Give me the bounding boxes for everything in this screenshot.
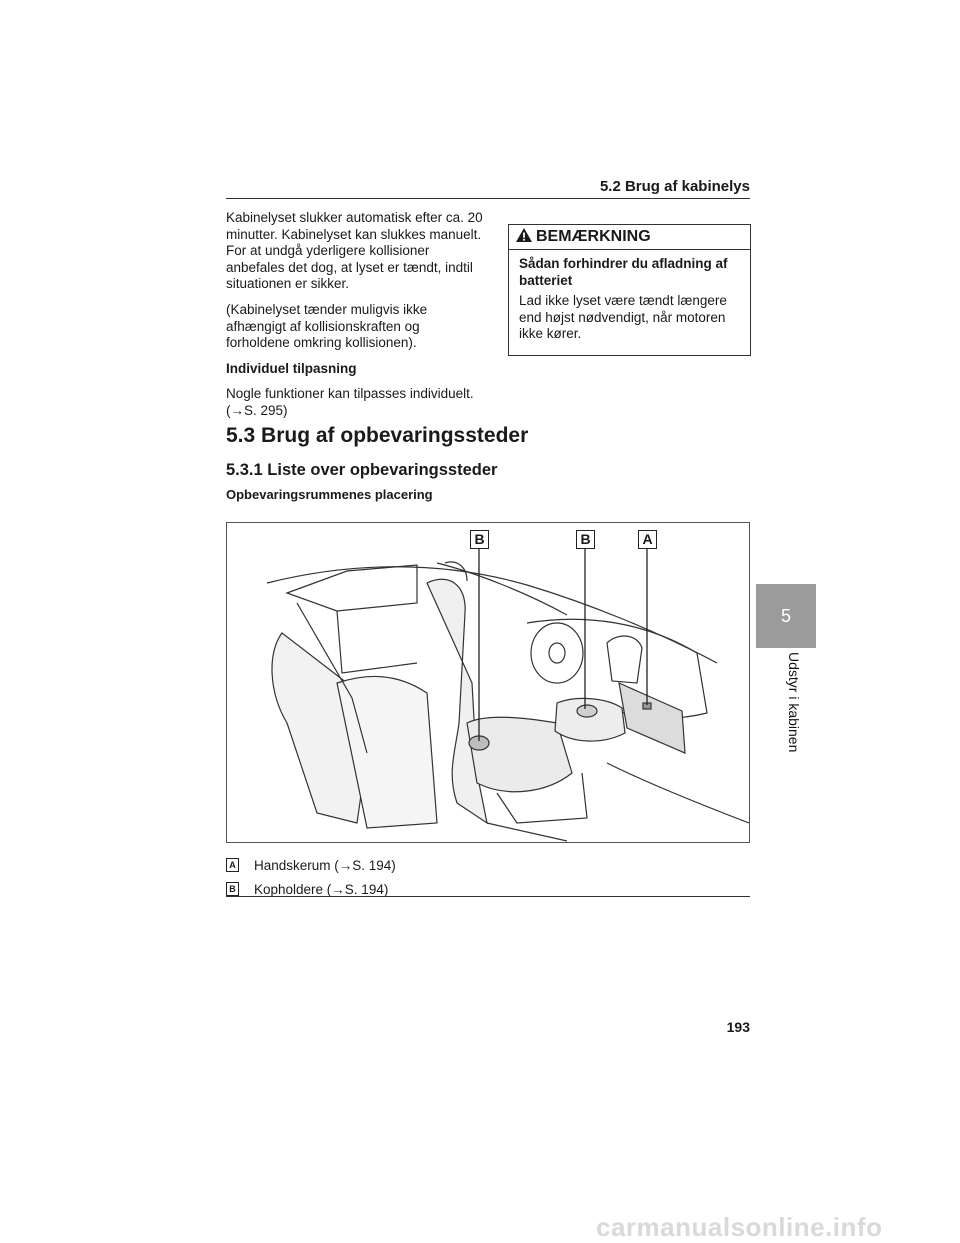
notice-box xyxy=(508,224,751,356)
header-rule xyxy=(226,198,750,199)
running-header: 5.2 Brug af kabinelys xyxy=(599,178,750,195)
section-heading: 5.3 Brug af opbevaringssteder xyxy=(226,424,529,447)
figure-legend xyxy=(226,853,750,901)
legend-item xyxy=(226,877,750,901)
legend-item xyxy=(226,853,750,877)
chapter-tab[interactable]: 5 xyxy=(756,584,816,648)
cabin-storage-illustration xyxy=(226,522,750,843)
callout-b-right: B xyxy=(576,530,595,549)
legend-key-a: A xyxy=(226,858,239,872)
callout-a: A xyxy=(638,530,657,549)
subsection-heading: 5.3.1 Liste over opbevaringssteder xyxy=(226,461,498,479)
notice-text: Lad ikke lyset være tændt længere end højst nødvendigt, når motoren ikke kører. xyxy=(519,293,727,342)
subheading-customization: Individuel tilpasning xyxy=(226,360,357,376)
notice-header xyxy=(509,225,750,250)
paragraph-collision-note: (Kabinelyset tænder muligvis ikke afhængigt af kollisionskraften og forholdene omkring kollisionen). xyxy=(226,301,428,351)
left-column xyxy=(226,210,484,429)
legend-text-glovebox: Handskerum (→S. 194) xyxy=(254,857,396,873)
notice-title: BEMÆRKNING xyxy=(536,227,651,245)
paragraph-cabin-light-timeout: Kabinelyset slukker automatisk efter ca. 20 minutter. Kabinelyset kan slukkes manuelt. For at undgå yderligere kollisioner anbefales det dog, at lyset er tændt, indtil situationen er sikker. xyxy=(226,210,483,292)
car-interior-drawing xyxy=(227,523,749,842)
notice-subtitle: Sådan forhindrer du afladning af batteriet xyxy=(519,256,728,288)
callout-b-left: B xyxy=(470,530,489,549)
page-number: 193 xyxy=(726,1019,750,1035)
chapter-label: Udstyr i kabinen xyxy=(786,652,802,753)
paragraph-customization: Nogle funktioner kan tilpasses individuelt. (→S. 295) xyxy=(226,386,474,418)
figure-caption-heading: Opbevaringsrummenes placering xyxy=(226,487,433,502)
legend-rule xyxy=(226,896,750,897)
notice-body xyxy=(509,250,750,355)
watermark: carmanualsonline.info xyxy=(596,1212,883,1242)
warning-icon xyxy=(515,227,533,248)
legend-key-b: B xyxy=(226,882,239,896)
legend-text-cupholders: Kopholdere (→S. 194) xyxy=(254,881,389,897)
